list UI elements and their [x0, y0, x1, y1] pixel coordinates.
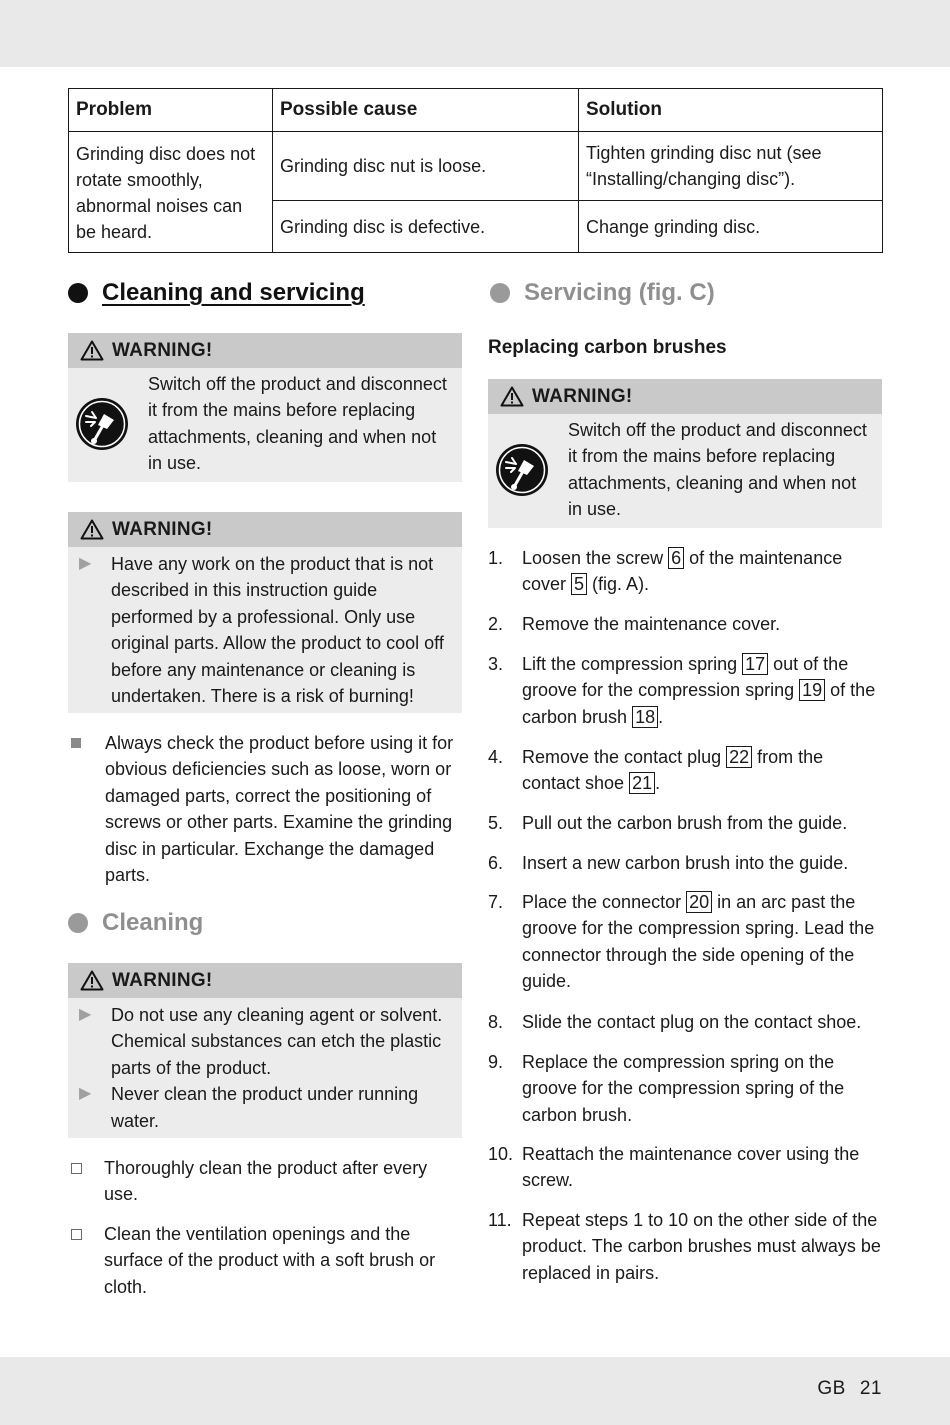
step-number: 9.: [488, 1052, 504, 1072]
warning-body: [488, 414, 882, 523]
language-code: GB: [817, 1378, 846, 1399]
unplug-mains-icon: [494, 442, 550, 498]
step-text: Remove the maintenance cover.: [522, 614, 781, 634]
footer-band: [0, 1357, 950, 1425]
step-item: [488, 651, 882, 730]
step-text-part: from the contact shoe: [522, 747, 824, 794]
step-number: 5.: [488, 813, 504, 833]
step-text-part: .: [658, 706, 664, 727]
step-text: [522, 651, 882, 730]
header-band: [0, 0, 950, 67]
part-reference: 22: [726, 746, 752, 768]
warning-title: WARNING!: [112, 969, 213, 991]
step-text-part: of the maintenance cover: [522, 548, 843, 595]
step-text: [522, 545, 882, 598]
step-item: [488, 810, 882, 836]
list-item: [68, 1155, 462, 1208]
step-text: Insert a new carbon brush into the guide.: [522, 853, 849, 873]
table-header: Solution: [579, 89, 883, 132]
warning-list-item: [68, 1081, 462, 1134]
warning-box-professional: [68, 512, 462, 713]
step-text-part: out of the groove for the compression spring: [522, 654, 849, 701]
step-text-part: Loosen the screw: [522, 548, 669, 568]
list-item-text: Always check the product before using it for obvious deficiencies such as loose, worn or damaged parts, correct the positioning of screws or other parts. Examine the grinding disc in particular. Exchange the damaged parts.: [105, 733, 454, 886]
step-text-part: Lift the compression spring: [522, 654, 743, 674]
table-cell-cause: Grinding disc nut is loose.: [273, 132, 579, 201]
checkbox-bullet-icon: [71, 1229, 82, 1240]
heading-text: Cleaning: [102, 909, 204, 936]
warning-text: Have any work on the product that is not described in this instruction guide performed by a professional. Only use original parts. Allow the product to cool off before any maintenance or cleaning is undertaken. There is a risk of burning!: [111, 554, 444, 707]
sub-heading: Replacing carbon brushes: [488, 337, 727, 358]
arrow-bullet-icon: ▶: [79, 1006, 92, 1023]
part-reference: 18: [632, 706, 658, 728]
table-header-row: [69, 89, 883, 132]
bullet-dot-icon: [68, 913, 88, 933]
step-text: Pull out the carbon brush from the guide.: [522, 813, 848, 833]
warning-header: [68, 512, 462, 547]
warning-triangle-icon: [80, 340, 104, 361]
step-text: Replace the compression spring on the groove for the compression spring of the carbon brush.: [522, 1052, 845, 1125]
warning-title: WARNING!: [112, 339, 213, 361]
step-text: Repeat steps 1 to 10 on the other side of the product. The carbon brushes must always be replaced in pairs.: [522, 1210, 881, 1283]
step-number: 10.: [488, 1144, 514, 1164]
step-text-part: Remove the contact plug: [522, 747, 727, 767]
step-text-part: (fig. A).: [587, 574, 650, 595]
step-item: [488, 1141, 882, 1194]
part-reference: 20: [686, 891, 712, 913]
warning-text: Never clean the product under running water.: [111, 1084, 419, 1131]
step-text: Slide the contact plug on the contact shoe.: [522, 1012, 862, 1032]
warning-header: [68, 333, 462, 368]
warning-title: WARNING!: [112, 518, 213, 540]
arrow-bullet-icon: ▶: [79, 1085, 92, 1103]
step-text-part: in an arc past the groove for the compression spring. Lead the connector through the side opening of the guide.: [522, 892, 875, 992]
page-number: 21: [859, 1378, 882, 1399]
step-number: 8.: [488, 1012, 504, 1032]
heading-text: Cleaning and servicing: [102, 279, 365, 306]
bullet-dot-icon: [68, 283, 88, 303]
part-reference: 17: [742, 653, 768, 675]
step-item: [488, 744, 882, 797]
warning-text: Do not use any cleaning agent or solvent. Chemical substances can etch the plastic parts of the product.: [111, 1005, 443, 1078]
warning-text: Switch off the product and disconnect it from the mains before replacing attachments, cleaning and when not in use.: [568, 420, 867, 520]
warning-body: [68, 547, 462, 709]
warning-list-item: [68, 1002, 462, 1081]
square-bullet-icon: [71, 738, 81, 748]
unplug-mains-icon: [74, 396, 130, 452]
warning-header: [68, 963, 462, 998]
warning-box-servicing: [488, 379, 882, 528]
heading-text: Servicing (fig. C): [524, 279, 715, 306]
step-item: [488, 545, 882, 598]
step-number: 1.: [488, 548, 504, 568]
table-header: Problem: [69, 89, 273, 132]
step-text: [522, 889, 882, 995]
section-heading-servicing: [490, 279, 715, 307]
step-text-part: of the carbon brush: [522, 680, 876, 727]
step-item: [488, 1009, 882, 1035]
warning-header: [488, 379, 882, 414]
step-number: 4.: [488, 747, 504, 767]
table-cell-problem: Grinding disc does not rotate smoothly, abnormal noises can be heard.: [69, 132, 273, 253]
warning-title: WARNING!: [532, 385, 633, 407]
warning-triangle-icon: [500, 386, 524, 407]
step-text: [522, 744, 882, 797]
step-number: 11.: [488, 1210, 512, 1230]
step-text-part: Place the connector: [522, 892, 687, 912]
table-header: Possible cause: [273, 89, 579, 132]
part-reference: 5: [571, 573, 587, 595]
warning-triangle-icon: [80, 970, 104, 991]
step-item: [488, 850, 882, 876]
warning-body: [68, 368, 462, 477]
step-item: [488, 1207, 882, 1286]
bullet-dot-icon: [490, 283, 510, 303]
list-item: [68, 730, 462, 888]
part-reference: 21: [629, 772, 655, 794]
step-number: 6.: [488, 853, 504, 873]
section-heading-cleaning: [68, 909, 203, 937]
table-cell-solution: Change grinding disc.: [579, 201, 883, 253]
warning-triangle-icon: [80, 519, 104, 540]
list-item-text: Clean the ventilation openings and the surface of the product with a soft brush or cloth.: [104, 1224, 436, 1297]
table-cell-solution: Tighten grinding disc nut (see “Installing/changing disc”).: [579, 132, 883, 201]
warning-box-mains: [68, 333, 462, 482]
step-item: [488, 889, 882, 995]
part-reference: 6: [668, 547, 684, 569]
part-reference: 19: [799, 679, 825, 701]
warning-body: [68, 998, 462, 1134]
arrow-bullet-icon: ▶: [79, 555, 92, 572]
warning-box-cleaning: [68, 963, 462, 1138]
step-text-part: .: [655, 773, 661, 794]
step-text: Reattach the maintenance cover using the screw.: [522, 1144, 860, 1191]
step-item: [488, 611, 882, 637]
checkbox-bullet-icon: [71, 1163, 82, 1174]
step-number: 3.: [488, 654, 504, 674]
section-heading-cleaning-servicing: [68, 279, 365, 307]
page-footer: [817, 1378, 882, 1400]
warning-text: Switch off the product and disconnect it from the mains before replacing attachments, cleaning and when not in use.: [148, 374, 447, 474]
step-number: 2.: [488, 614, 504, 634]
step-item: [488, 1049, 882, 1128]
table-row: [69, 132, 883, 201]
list-item-text: Thoroughly clean the product after every use.: [104, 1158, 428, 1205]
step-number: 7.: [488, 892, 504, 912]
table-cell-cause: Grinding disc is defective.: [273, 201, 579, 253]
list-item: [68, 1221, 462, 1300]
troubleshooting-table: [68, 88, 883, 253]
